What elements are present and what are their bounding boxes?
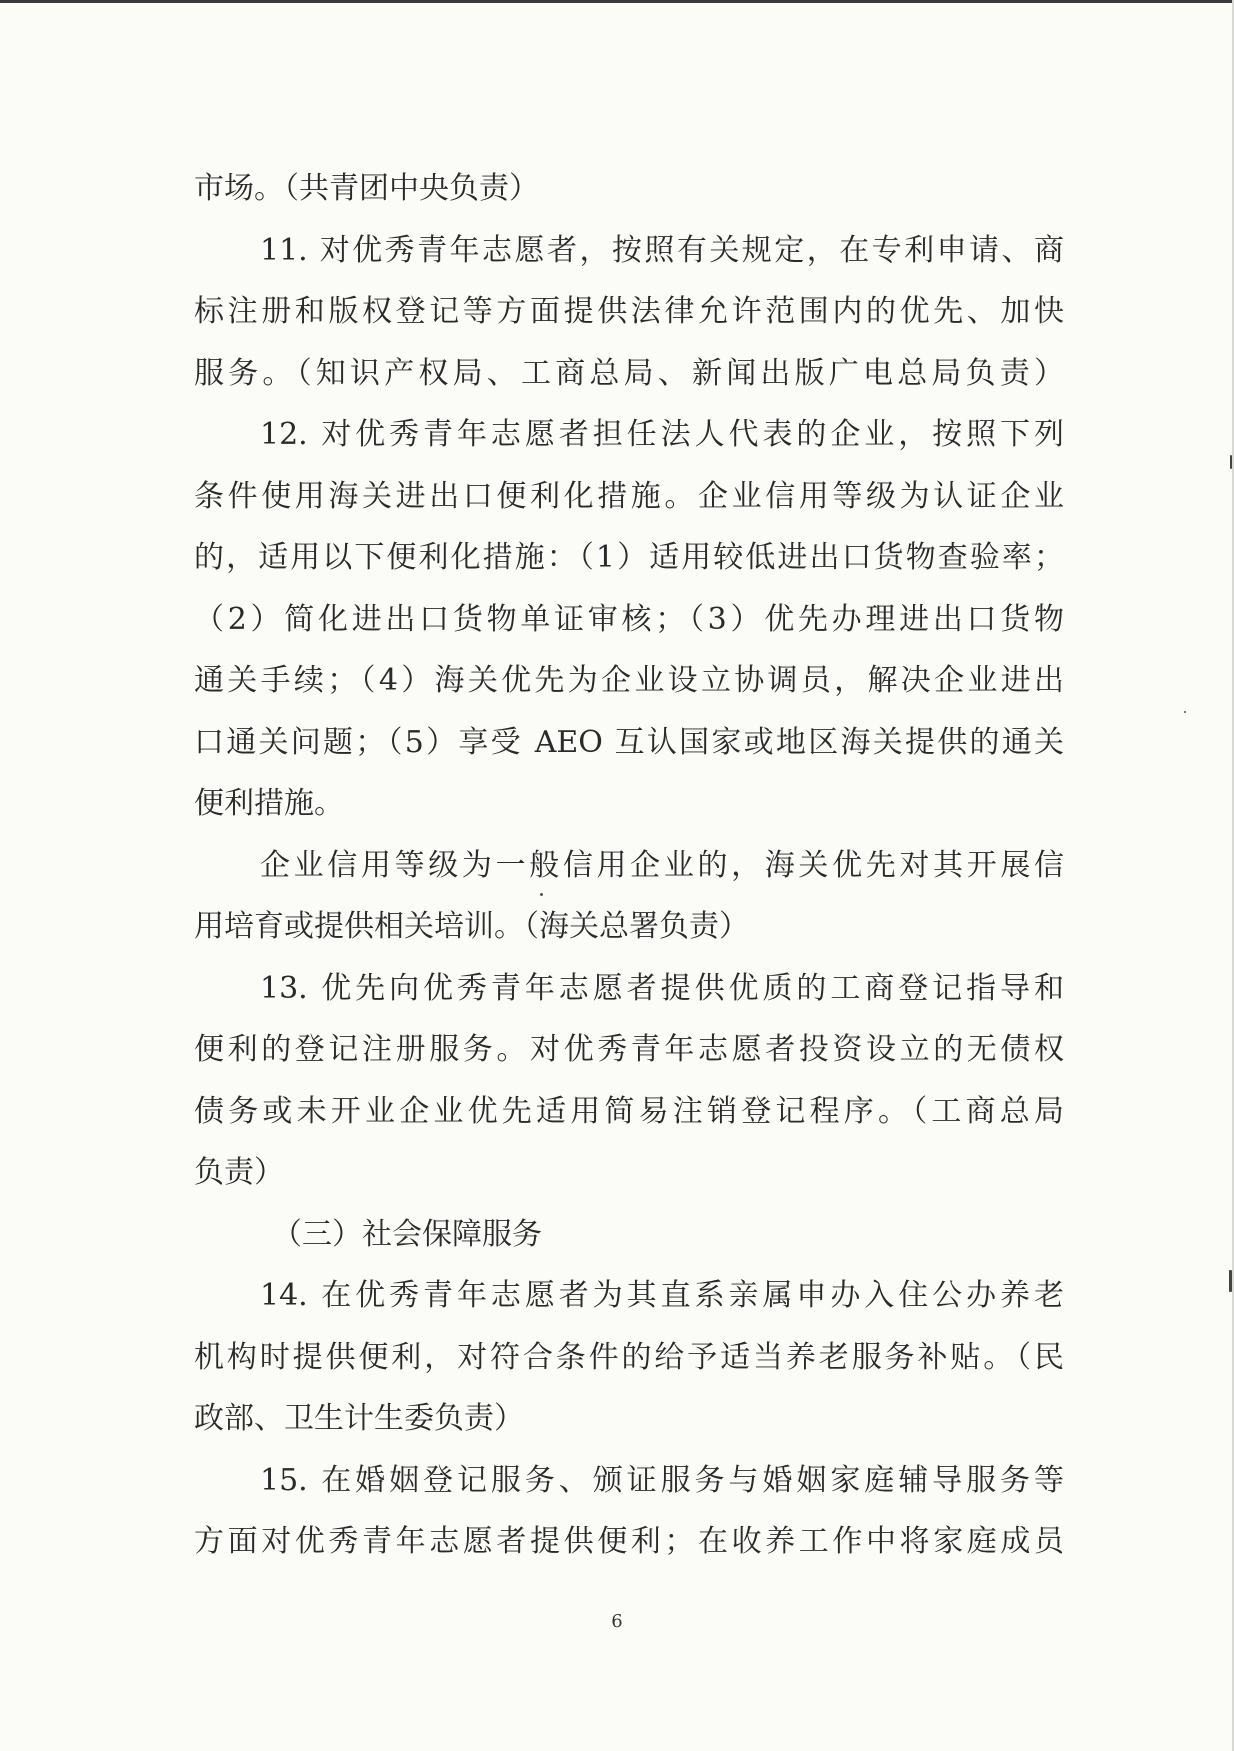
text-line: 债务或未开业企业优先适用简易注销登记程序。（工商总局 <box>194 1093 1064 1129</box>
text-line: 用培育或提供相关培训。（海关总署负责） <box>194 909 749 944</box>
text-line: 15. 在婚姻登记服务、颁证服务与婚姻家庭辅导服务等 <box>260 1462 1064 1498</box>
section-heading: （三）社会保障服务 <box>272 1216 542 1252</box>
scan-margin-mark <box>1229 1270 1232 1292</box>
text-line: 企业信用等级为一般信用企业的，海关优先对其开展信 <box>260 847 1064 883</box>
text-line: 方面对优秀青年志愿者提供便利；在收养工作中将家庭成员 <box>194 1524 1064 1559</box>
scan-speck <box>1184 711 1186 713</box>
text-line: 便利措施。 <box>194 786 344 821</box>
text-line: 11. 对优秀青年志愿者，按照有关规定，在专利申请、商 <box>260 232 1064 268</box>
text-line: 市场。（共青团中央负责） <box>194 171 539 206</box>
text-line: 负责） <box>194 1155 284 1190</box>
text-line: 便利的登记注册服务。对优秀青年志愿者投资设立的无债权 <box>194 1032 1064 1067</box>
page-number: 6 <box>611 1611 623 1632</box>
text-line: 服务。（知识产权局、工商总局、新闻出版广电总局负责） <box>194 355 1064 391</box>
text-line: 的，适用以下便利化措施：（1）适用较低进出口货物查验率； <box>194 540 1064 575</box>
text-line: 条件使用海关进出口便利化措施。企业信用等级为认证企业 <box>194 478 1064 514</box>
document-body <box>194 158 1064 1573</box>
text-line: 标注册和版权登记等方面提供法律允许范围内的优先、加快 <box>194 294 1064 329</box>
scan-speck <box>540 893 543 896</box>
text-line: 机构时提供便利，对符合条件的给予适当养老服务补贴。（民 <box>194 1339 1064 1375</box>
text-line: 14. 在优秀青年志愿者为其直系亲属申办入住公办养老 <box>260 1278 1064 1313</box>
text-line: 口通关问题；（5）享受 AEO 互认国家或地区海关提供的通关 <box>194 724 1064 760</box>
text-line: 政部、卫生计生委负责） <box>194 1401 524 1436</box>
scan-top-edge <box>0 0 1234 3</box>
text-line: 12. 对优秀青年志愿者担任法人代表的企业，按照下列 <box>260 417 1064 452</box>
scan-margin-mark <box>1230 455 1232 469</box>
text-line: （2）简化进出口货物单证审核；（3）优先办理进出口货物 <box>194 601 1064 637</box>
text-line: 13. 优先向优秀青年志愿者提供优质的工商登记指导和 <box>260 970 1064 1006</box>
text-line: 通关手续；（4）海关优先为企业设立协调员，解决企业进出 <box>194 663 1064 698</box>
